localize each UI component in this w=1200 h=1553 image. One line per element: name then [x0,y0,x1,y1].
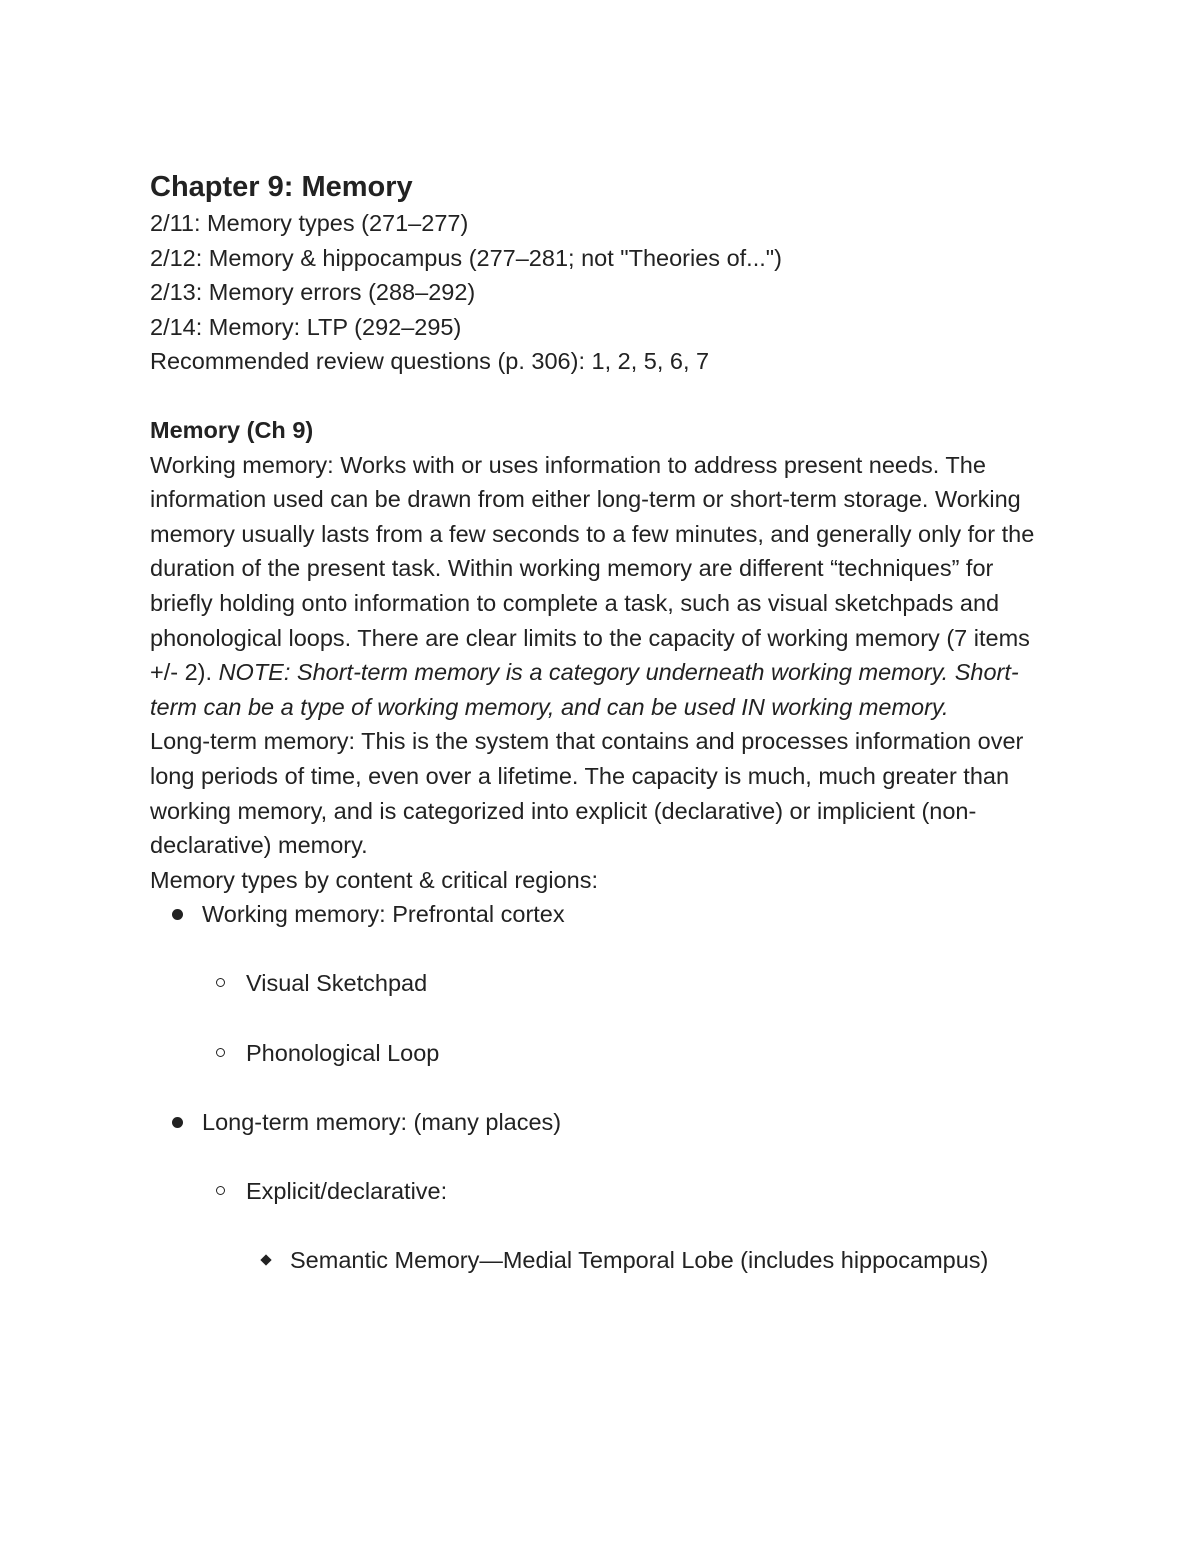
list-item-label: Long-term memory: (many places) [202,1108,562,1135]
list-item [150,1243,1060,1278]
explicit-memory-sublist [150,1243,1060,1278]
chapter-title: Chapter 9: Memory [150,171,413,203]
working-memory-sublist [150,966,1060,1070]
list-item [150,966,1060,1001]
bullet-disc-icon [172,1117,183,1128]
list-item-label: Semantic Memory—Medial Temporal Lobe (includes hippocampus) [290,1247,989,1274]
working-memory-text: Working memory: Works with or uses information to address present needs. The information used can be drawn from either long-term or short-term storage. Working memory usually lasts from a few seconds to a few minutes, and generally only for the duration of the present task. Within working memory are different “techniques” for briefly holding onto information to complete a task, such as visual sketchpads and phonological loops. There are clear limits to the capacity of working memory (7 items +/- 2). [150,451,1035,686]
schedule-line-4: 2/14: Memory: LTP (292–295) [150,313,462,340]
long-term-memory-paragraph: Long-term memory: This is the system that contains and processes information over long periods of time, even over a lifetime. The capacity is much, much greater than working memory, and is categorized into explicit (declarative) or implicient (non-declarative) memory. [150,728,1024,859]
section-heading: Memory (Ch 9) [150,416,314,443]
spacer [150,379,1060,413]
memory-types-intro: Memory types by content & critical regions: [150,866,598,893]
bullet-diamond-icon [260,1255,271,1266]
bullet-circle-icon [216,1048,225,1057]
list-item [150,1105,1060,1140]
list-item-label: Visual Sketchpad [246,970,428,997]
schedule-line-3: 2/13: Memory errors (288–292) [150,279,476,306]
review-questions-line: Recommended review questions (p. 306): 1, 2, 5, 6, 7 [150,348,710,375]
list-item-label: Explicit/declarative: [246,1178,448,1205]
list-item [150,1174,1060,1209]
bullet-disc-icon [172,909,183,920]
list-item-label: Phonological Loop [246,1039,440,1066]
memory-types-list [150,897,1060,932]
bullet-circle-icon [216,978,225,987]
list-item [150,897,1060,932]
memory-types-list-continued [150,1105,1060,1140]
document-page [150,168,1060,1278]
bullet-circle-icon [216,1186,225,1195]
list-item-label: Working memory: Prefrontal cortex [202,901,565,928]
long-term-memory-sublist [150,1174,1060,1209]
schedule-line-2: 2/12: Memory & hippocampus (277–281; not "Theories of...") [150,244,782,271]
schedule-line-1: 2/11: Memory types (271–277) [150,210,469,236]
working-memory-note: NOTE: Short-term memory is a category underneath working memory. Short-term can be a type of working memory, and can be used IN working memory. [150,659,1019,720]
list-item [150,1036,1060,1071]
working-memory-paragraph [150,448,1060,725]
